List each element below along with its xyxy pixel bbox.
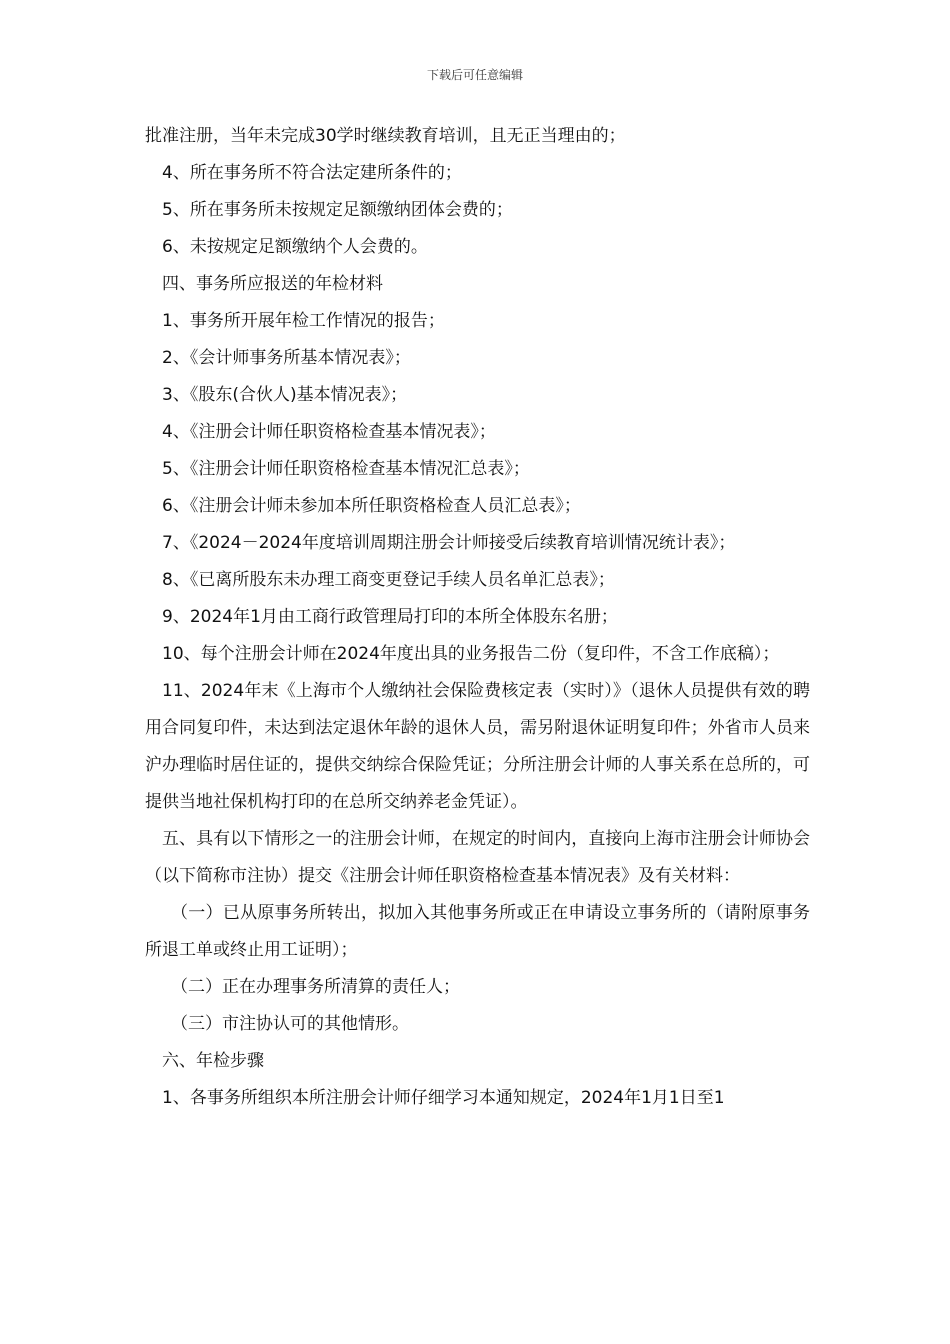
paragraph-2: 4、所在事务所不符合法定建所条件的； bbox=[162, 163, 462, 183]
paragraph-19: （二）正在办理事务所清算的责任人； bbox=[171, 977, 460, 997]
paragraph-14: 9、2024年1月由工商行政管理局打印的本所全体股东名册； bbox=[162, 607, 618, 627]
page-header: 下载后可任意编辑 bbox=[426, 68, 523, 82]
paragraph-11: 6、《注册会计师未参加本所任职资格检查人员汇总表》； bbox=[162, 496, 581, 516]
paragraph-8: 3、《股东(合伙人)基本情况表》； bbox=[162, 385, 408, 405]
section-heading-4: 四、事务所应报送的年检材料 bbox=[162, 274, 383, 294]
paragraph-1: 批准注册，当年未完成30学时继续教育培训，且无正当理由的； bbox=[145, 126, 626, 146]
paragraph-7: 2、《会计师事务所基本情况表》； bbox=[162, 348, 411, 368]
paragraph-4: 6、未按规定足额缴纳个人会费的。 bbox=[162, 237, 428, 257]
paragraph-9: 4、《注册会计师任职资格检查基本情况表》； bbox=[162, 422, 496, 442]
paragraph-16: 11、2024年末《上海市个人缴纳社会保险费核定表（实时）》（退休人员提供有效的聘用合同复印件，未达到法定退休年龄的退休人员，需另附退休证明复印件；外省市人员来沪办理临时居住证的，提供交纳综合保险凭证；分所注册会计师的人事关系在总所的，可提供当地社保机构打印的在总所交纳养老金凭证）。 bbox=[145, 681, 810, 812]
paragraph-18: （一）已从原事务所转出，拟加入其他事务所或正在申请设立事务所的（请附原事务所退工单或终止用工证明）； bbox=[145, 903, 810, 960]
paragraph-15: 10、每个注册会计师在2024年度出具的业务报告二份（复印件，不含工作底稿）； bbox=[162, 644, 780, 664]
paragraph-3: 5、所在事务所未按规定足额缴纳团体会费的； bbox=[162, 200, 513, 220]
paragraph-12: 7、《2024－2024年度培训周期注册会计师接受后续教育培训情况统计表》； bbox=[162, 533, 736, 553]
section-heading-6: 六、年检步骤 bbox=[162, 1051, 264, 1071]
section-heading-5: 五、具有以下情形之一的注册会计师，在规定的时间内，直接向上海市注册会计师协会（以下简称市注协）提交《注册会计师任职资格检查基本情况表》及有关材料： bbox=[145, 829, 810, 886]
paragraph-22: 1、各事务所组织本所注册会计师仔细学习本通知规定，2024年1月1日至1 bbox=[162, 1088, 725, 1108]
paragraph-20: （三）市注协认可的其他情形。 bbox=[171, 1014, 409, 1034]
document-body bbox=[145, 118, 810, 1117]
paragraph-10: 5、《注册会计师任职资格检查基本情况汇总表》； bbox=[162, 459, 530, 479]
paragraph-13: 8、《已离所股东未办理工商变更登记手续人员名单汇总表》； bbox=[162, 570, 615, 590]
paragraph-6: 1、事务所开展年检工作情况的报告； bbox=[162, 311, 445, 331]
